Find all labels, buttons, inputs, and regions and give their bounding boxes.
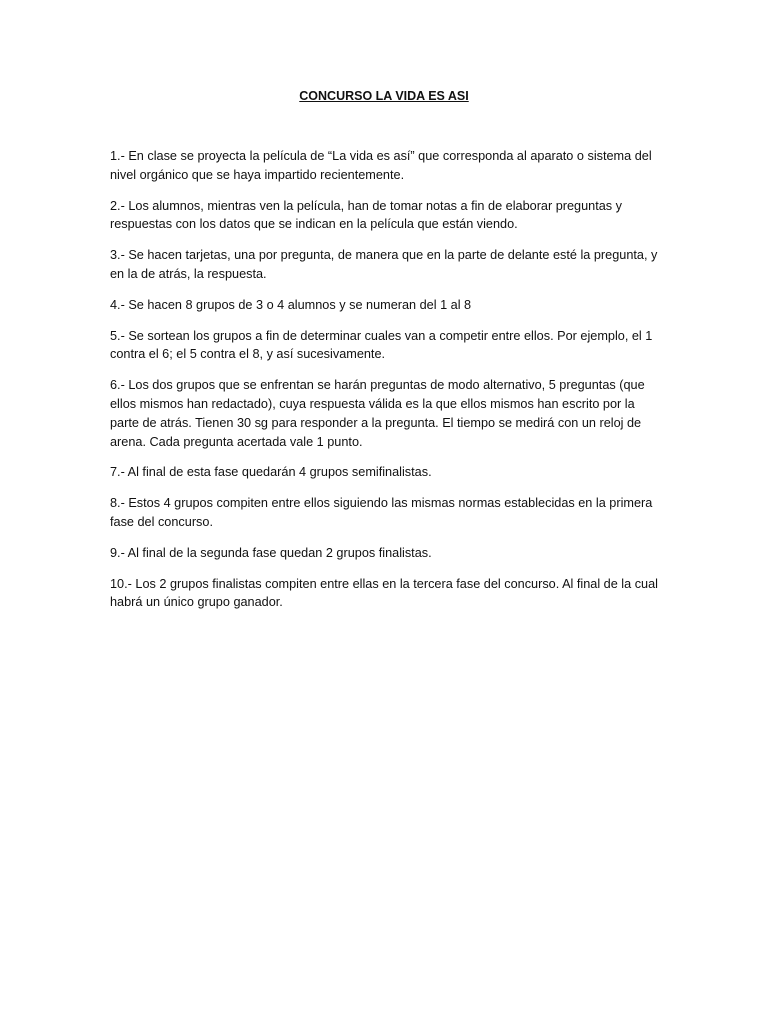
document-title: CONCURSO LA VIDA ES ASI [299, 89, 469, 103]
list-item: 3.- Se hacen tarjetas, una por pregunta, de manera que en la parte de delante esté la pregunta, y en la de atrás, la respuesta. [110, 248, 658, 281]
list-item: 2.- Los alumnos, mientras ven la película, han de tomar notas a fin de elaborar preguntas y respuestas con los datos que se indican en la película que están viendo. [110, 198, 623, 232]
list-item: 10.- Los 2 grupos finalistas compiten entre ellas en la tercera fase del concurso. Al final de la cual habrá un único grupo ganador. [110, 576, 658, 610]
list-item: 9.- Al final de la segunda fase quedan 2 grupos finalistas. [110, 545, 432, 560]
list-item: 4.- Se hacen 8 grupos de 3 o 4 alumnos y se numeran del 1 al 8 [110, 297, 472, 312]
list-item: 8.- Estos 4 grupos compiten entre ellos siguiendo las mismas normas establecidas en la primera fase del concurso. [110, 496, 653, 529]
numbered-list [110, 147, 658, 624]
list-item: 7.- Al final de esta fase quedarán 4 grupos semifinalistas. [110, 465, 432, 480]
list-item: 1.- En clase se proyecta la película de “La vida es así” que corresponda al aparato o sistema del nivel orgánico que se haya impartido recientemente. [110, 149, 652, 182]
list-item: 6.- Los dos grupos que se enfrentan se harán preguntas de modo alternativo, 5 preguntas (que ellos mismos han redactado), cuya respuesta válida es la que ellos mismos han escrito por la parte de atrás. Tienen 30 sg para responder a la pregunta. El tiempo se medirá con un reloj de arena. Cada pregunta acertada vale 1 punto. [110, 378, 645, 449]
list-item: 5.- Se sortean los grupos a fin de determinar cuales van a competir entre ellos. Por ejemplo, el 1 contra el 6; el 5 contra el 8, y así sucesivamente. [110, 328, 653, 362]
